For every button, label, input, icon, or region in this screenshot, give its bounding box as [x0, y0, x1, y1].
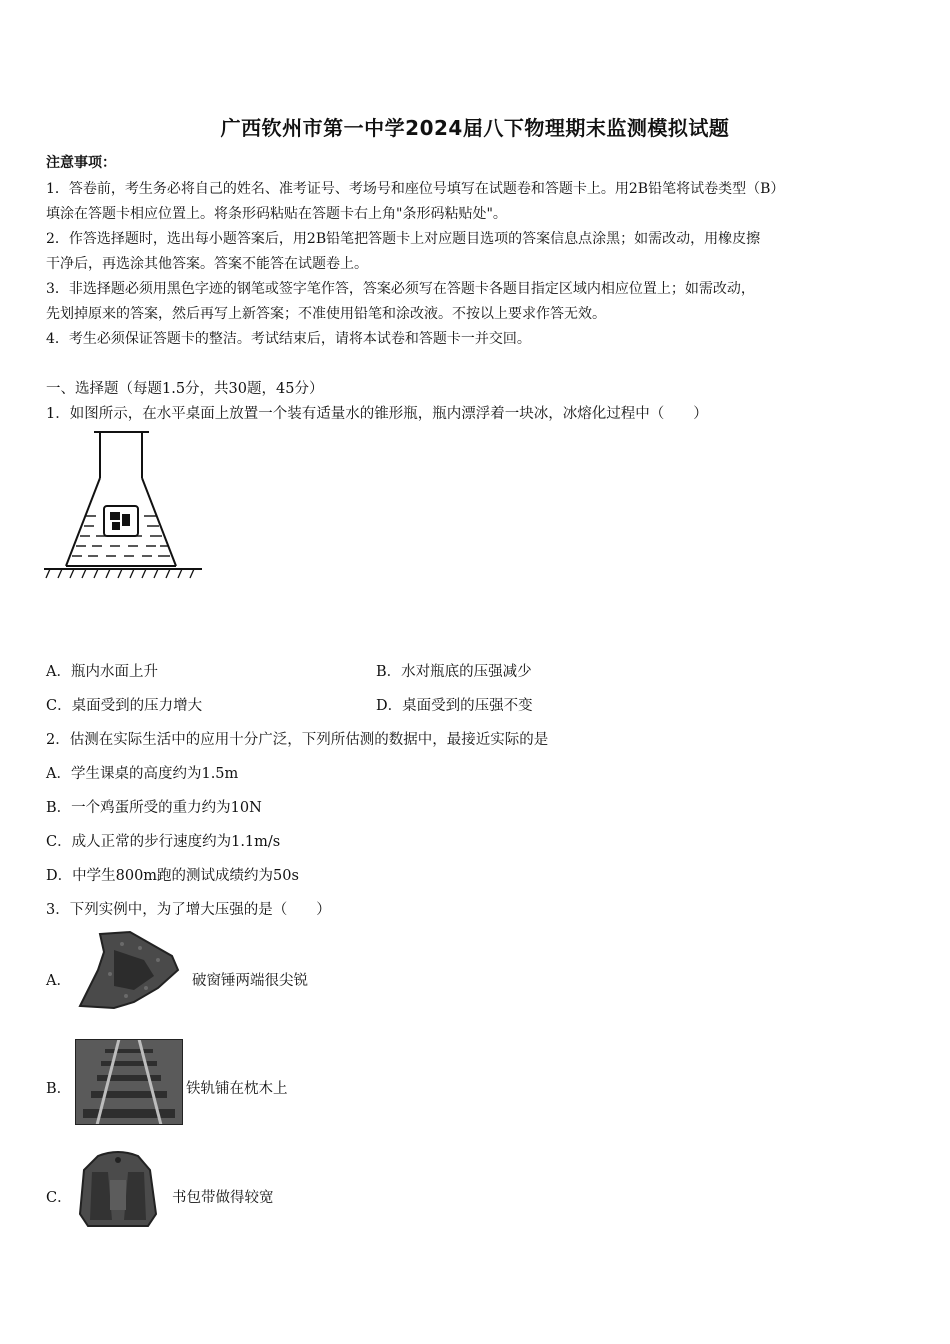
flask-figure: [44, 428, 204, 583]
q3-option-a-label: A．: [46, 973, 71, 989]
q1-option-a: A．瓶内水面上升: [46, 664, 158, 680]
q3-option-c-label: C．: [46, 1190, 72, 1206]
ice-block: [104, 506, 138, 536]
section-heading: 一、选择题（每题1.5分，共30题，45分）: [46, 381, 324, 397]
safety-hammer-image: [74, 930, 186, 1010]
q1-option-b: B．水对瓶底的压强减少: [376, 664, 532, 680]
backpack-image: [72, 1150, 164, 1230]
notice-line: 1．答卷前，考生务必将自己的姓名、准考证号、考场号和座位号填写在试题卷和答题卡上。用2B铅笔将试卷类型（B）: [46, 181, 785, 197]
q3-option-b-label: B．: [46, 1081, 72, 1097]
notice-line: 先划掉原来的答案，然后再写上新答案；不准使用铅笔和涂改液。不按以上要求作答无效。: [46, 306, 606, 322]
q1-option-c: C．桌面受到的压力增大: [46, 698, 203, 714]
notice-heading: 注意事项：: [46, 155, 116, 171]
page-title: 广西钦州市第一中学2024届八下物理期末监测模拟试题: [220, 116, 730, 140]
q3-option-c-text: 书包带做得较宽: [172, 1190, 274, 1206]
q1-option-d: D．桌面受到的压强不变: [376, 698, 533, 714]
question-1-stem: 1．如图所示，在水平桌面上放置一个装有适量水的锥形瓶，瓶内漂浮着一块冰，冰熔化过程中（ ）: [46, 406, 708, 422]
question-3-stem: 3．下列实例中，为了增大压强的是（ ）: [46, 902, 331, 918]
notice-line: 2．作答选择题时，选出每小题答案后，用2B铅笔把答题卡上对应题目选项的答案信息点涂黑；如需改动，用橡皮擦: [46, 231, 761, 247]
railway-image: [75, 1039, 183, 1125]
notice-line: 干净后，再选涂其他答案。答案不能答在试题卷上。: [46, 256, 368, 272]
q2-option-a: A．学生课桌的高度约为1.5m: [46, 766, 239, 782]
question-2-stem: 2．估测在实际生活中的应用十分广泛，下列所估测的数据中，最接近实际的是: [46, 732, 549, 748]
q2-option-b: B．一个鸡蛋所受的重力约为10N: [46, 800, 262, 816]
q2-option-d: D．中学生800m跑的测试成绩约为50s: [46, 868, 299, 884]
notice-line: 填涂在答题卡相应位置上。将条形码粘贴在答题卡右上角"条形码粘贴处"。: [46, 206, 507, 222]
q2-option-c: C．成人正常的步行速度约为1.1m/s: [46, 834, 281, 850]
q3-option-b-text: 铁轨铺在枕木上: [186, 1081, 288, 1097]
q3-option-a-text: 破窗锤两端很尖锐: [192, 973, 308, 989]
notice-line: 3．非选择题必须用黑色字迹的钢笔或签字笔作答，答案必须写在答题卡各题目指定区域内相应位置上；如需改动，: [46, 281, 755, 297]
notice-line: 4．考生必须保证答题卡的整洁。考试结束后，请将本试卷和答题卡一并交回。: [46, 331, 531, 347]
